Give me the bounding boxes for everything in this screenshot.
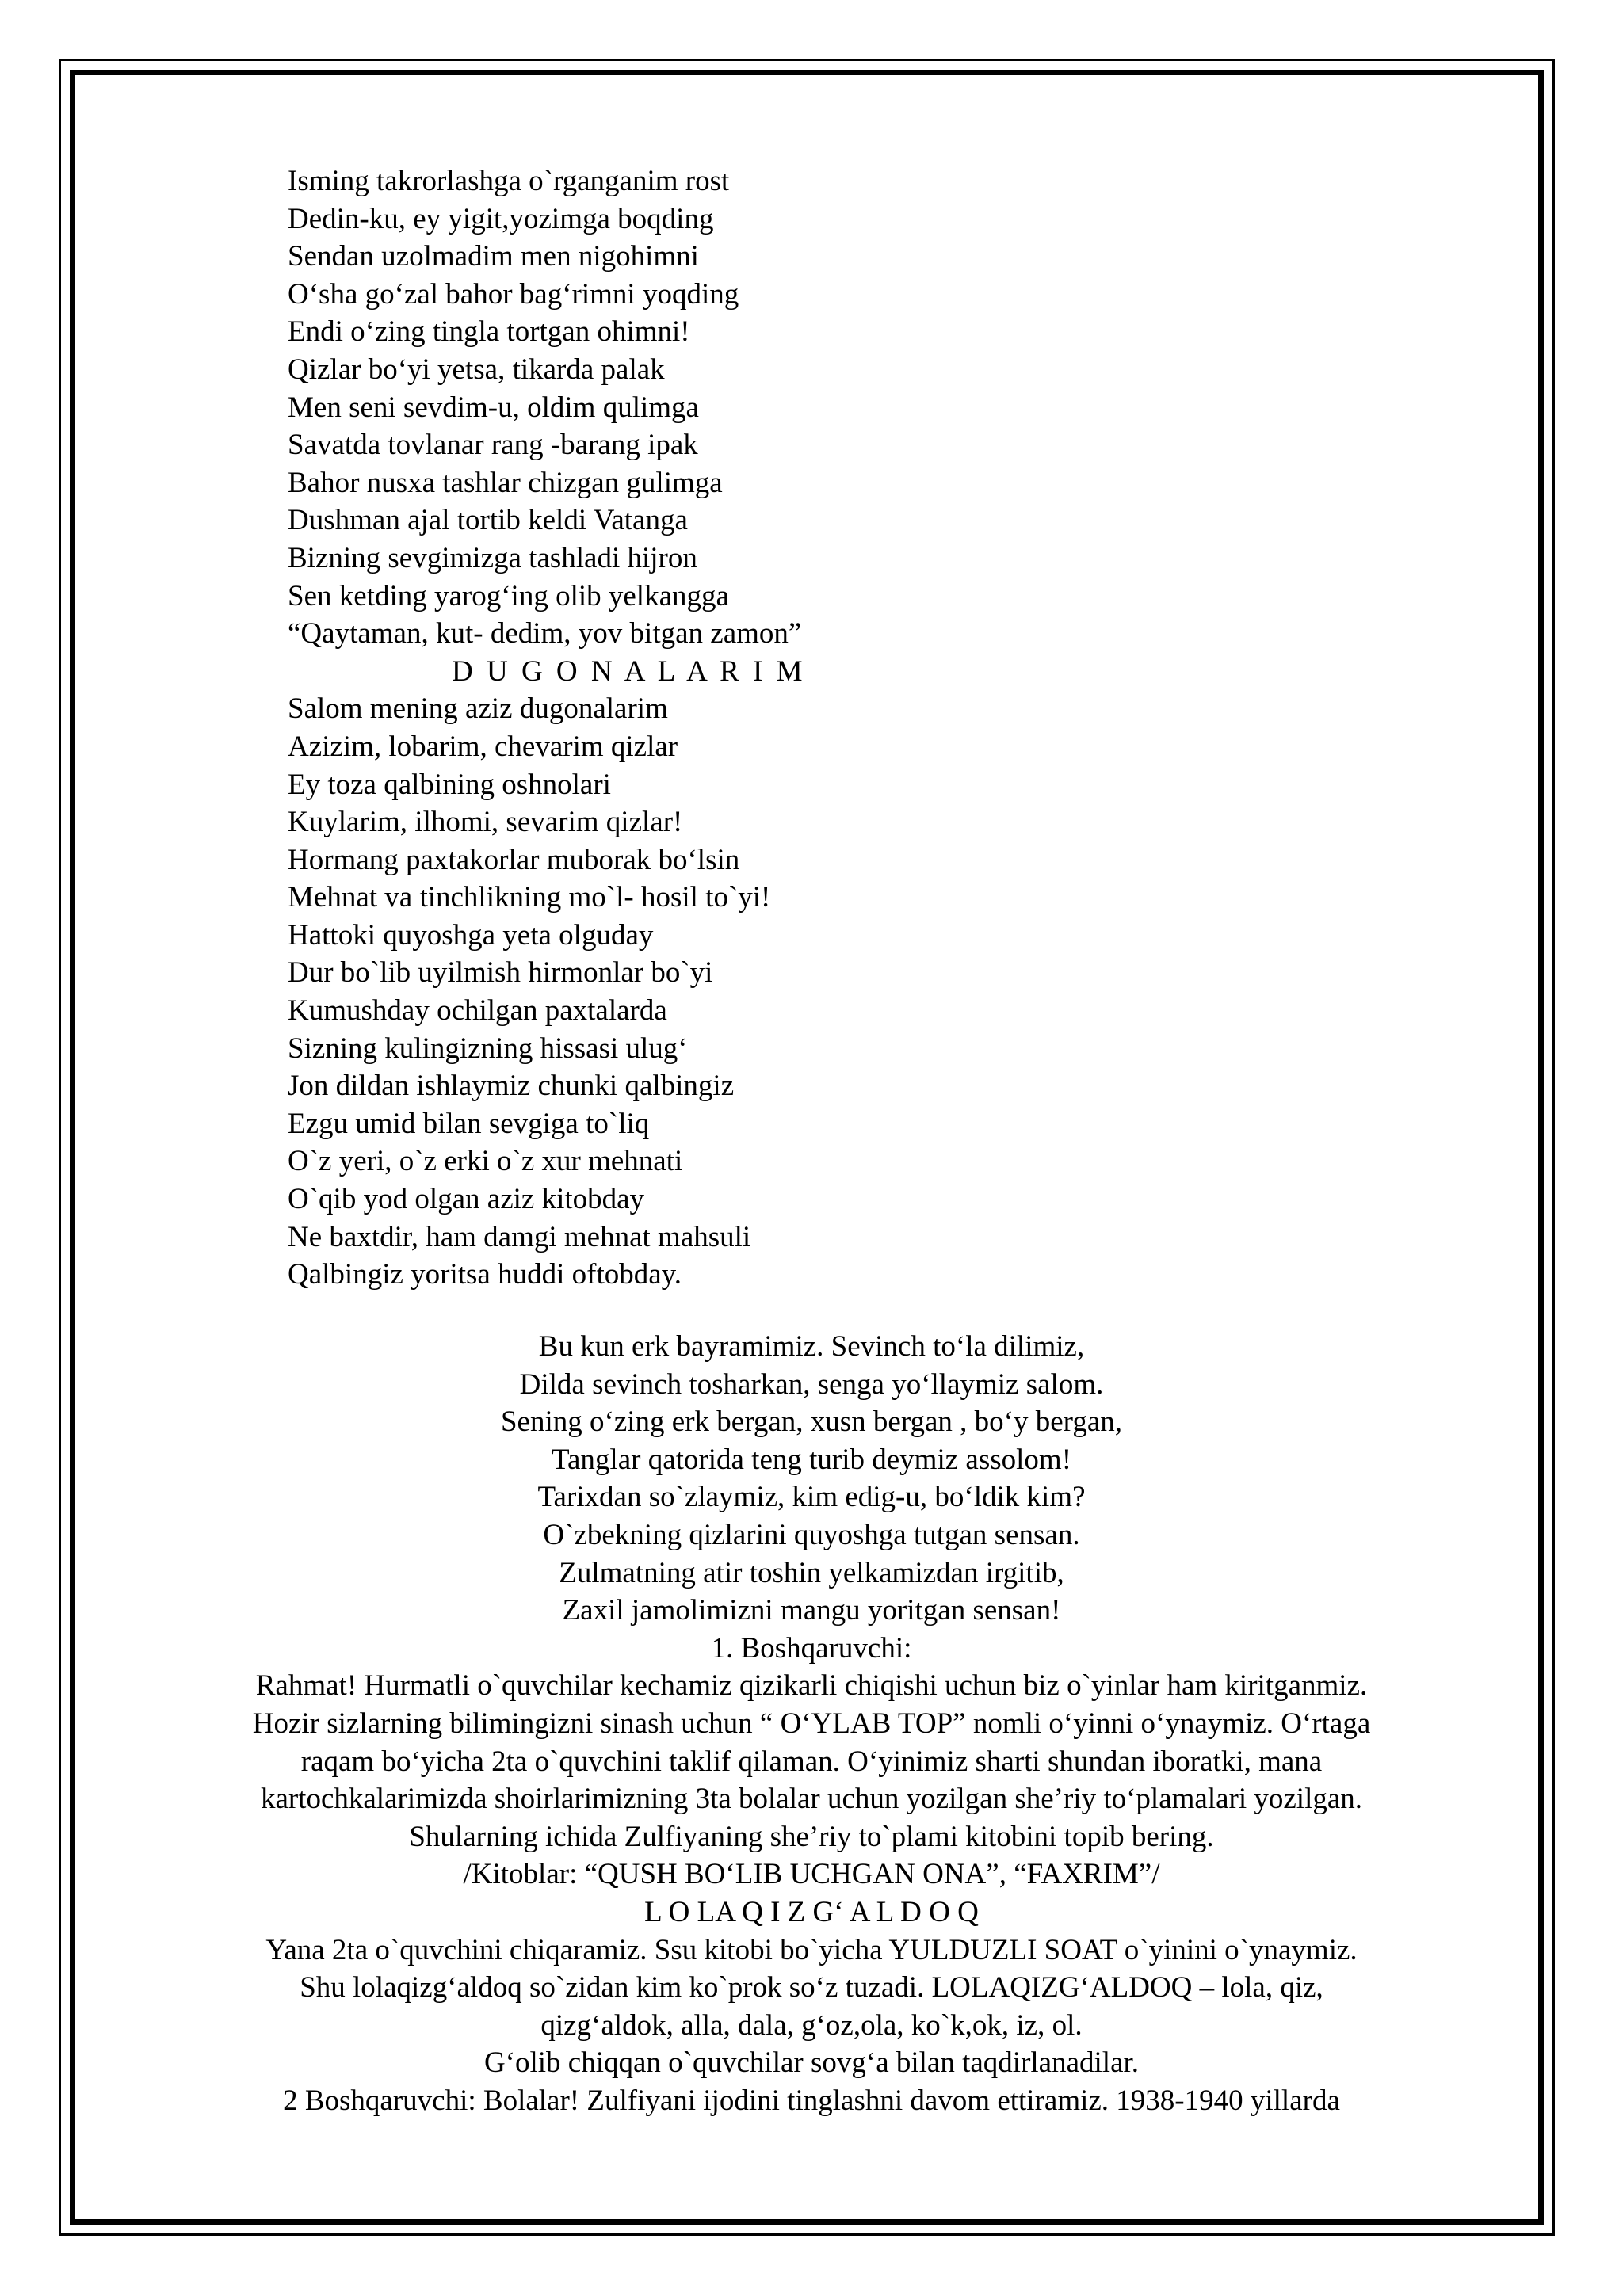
text-line: L O LA Q I Z G‘ A L D O Q — [644, 1895, 979, 1928]
text-line: Endi o‘zing tingla tortgan ohimni! — [288, 315, 690, 349]
text-line: Bahor nusxa tashlar chizgan gulimga — [288, 466, 723, 499]
text-line: Qizlar bo‘yi yetsa, tikarda palak — [288, 353, 665, 386]
text-line: Hozir sizlarning bilimingizni sinash uchun “ O‘YLAB TOP” nomli o‘yinni o‘ynaymiz. O‘rtaga — [252, 1707, 1371, 1740]
text-line: Ezgu umid bilan sevgiga to`liq — [288, 1107, 650, 1140]
text-line: Azizim, lobarim, chevarim qizlar — [288, 730, 678, 763]
text-line: raqam bo‘yicha 2ta o`quvchini taklif qilaman. O‘yinimiz sharti shundan iboratki, mana — [300, 1745, 1323, 1778]
text-line: Sizning kulingizning hissasi ulug‘ — [288, 1032, 688, 1065]
centered-text-block — [119, 1328, 1504, 2119]
text-line: Kuylarim, ilhomi, sevarim qizlar! — [288, 806, 683, 839]
text-line: O`qib yod olgan aziz kitobday — [288, 1183, 645, 1216]
text-line: G‘olib chiqqan o`quvchilar sovg‘a bilan taqdirlanadilar. — [483, 2046, 1140, 2080]
text-line: Dedin-ku, ey yigit,yozimga boqding — [288, 202, 714, 235]
text-line: Tanglar qatorida teng turib deymiz assolom! — [551, 1443, 1072, 1476]
section-heading: D U G O N A L A R I M — [452, 654, 806, 688]
text-line: O‘sha go‘zal bahor bag‘rimni yoqding — [288, 277, 739, 311]
text-line: Ey toza qalbining oshnolari — [288, 768, 611, 801]
text-line: Zaxil jamolimizni mangu yoritgan sensan! — [562, 1594, 1061, 1627]
text-line: Bu kun erk bayramimiz. Sevinch to‘la dilimiz, — [538, 1330, 1085, 1363]
text-line: 2 Boshqaruvchi: Bolalar! Zulfiyani ijodini tinglashni davom ettiramiz. 1938-1940 yillarda — [283, 2084, 1340, 2117]
text-line: Mehnat va tinchlikning mo`l- hosil to`yi! — [288, 881, 771, 914]
text-line: Yana 2ta o`quvchini chiqaramiz. Ssu kitobi bo`yicha YULDUZLI SOAT o`yinini o`ynaymiz. — [265, 1933, 1358, 1966]
text-line: Zulmatning atir toshin yelkamizdan irgitib, — [559, 1556, 1064, 1589]
text-line: Shu lolaqizg‘aldoq so`zidan kim ko`prok so‘z tuzadi. LOLAQIZG‘ALDOQ – lola, qiz, — [300, 1971, 1323, 2004]
text-line: Bizning sevgimizga tashladi hijron — [288, 541, 697, 574]
text-line: Sening o‘zing erk bergan, xusn bergan , bo‘y bergan, — [500, 1405, 1122, 1439]
text-line: qizg‘aldok, alla, dala, g‘oz,ola, ko`k,ok, iz, ol. — [540, 2008, 1083, 2042]
text-line: Sen ketding yarog‘ing olib yelkangga — [288, 579, 729, 612]
text-line: Ne baxtdir, ham damgi mehnat mahsuli — [288, 1220, 751, 1253]
text-line: Rahmat! Hurmatli o`quvchilar kechamiz qizikarli chiqishi uchun biz o`yinlar ham kiritganmiz. — [255, 1669, 1368, 1703]
text-line: 1. Boshqaruvchi: — [711, 1631, 912, 1665]
text-line: Men seni sevdim-u, oldim qulimga — [288, 391, 699, 424]
text-line: Dushman ajal tortib keldi Vatanga — [288, 504, 688, 537]
text-line: Kumushday ochilgan paxtalarda — [288, 994, 667, 1028]
text-line: Sendan uzolmadim men nigohimni — [288, 240, 699, 273]
text-line: “Qaytaman, kut- dedim, yov bitgan zamon” — [288, 617, 802, 650]
text-line: Dilda sevinch tosharkan, senga yo‘llaymiz salom. — [519, 1367, 1104, 1401]
text-line: O`z yeri, o`z erki o`z xur mehnati — [288, 1145, 683, 1178]
text-line: Dur bo`lib uyilmish hirmonlar bo`yi — [288, 956, 713, 990]
text-line: Salom mening aziz dugonalarim — [288, 692, 668, 726]
text-line: Hormang paxtakorlar muborak bo‘lsin — [288, 843, 740, 876]
text-line: Savatda tovlanar rang -barang ipak — [288, 429, 698, 462]
text-line: Isming takrorlashga o`rganganim rost — [288, 165, 730, 197]
poem-block — [288, 162, 806, 1294]
text-line: O`zbekning qizlarini quyoshga tutgan sensan. — [543, 1518, 1080, 1551]
text-line: kartochkalarimizda shoirlarimizning 3ta bolalar uchun yozilgan she’riy to‘plamalari yozilgan. — [260, 1783, 1363, 1816]
text-line: Hattoki quyoshga yeta olguday — [288, 918, 654, 952]
text-line: Qalbingiz yoritsa huddi oftobday. — [288, 1258, 682, 1291]
text-line: Tarixdan so`zlaymiz, kim edig-u, bo‘ldik kim? — [537, 1481, 1086, 1514]
text-line: /Kitoblar: “QUSH BO‘LIB UCHGAN ONA”, “FAXRIM”/ — [463, 1858, 1160, 1891]
text-line: Jon dildan ishlaymiz chunki qalbingiz — [288, 1070, 735, 1103]
text-line: Shularning ichida Zulfiyaning she’riy to`plami kitobini topib bering. — [409, 1820, 1214, 1853]
